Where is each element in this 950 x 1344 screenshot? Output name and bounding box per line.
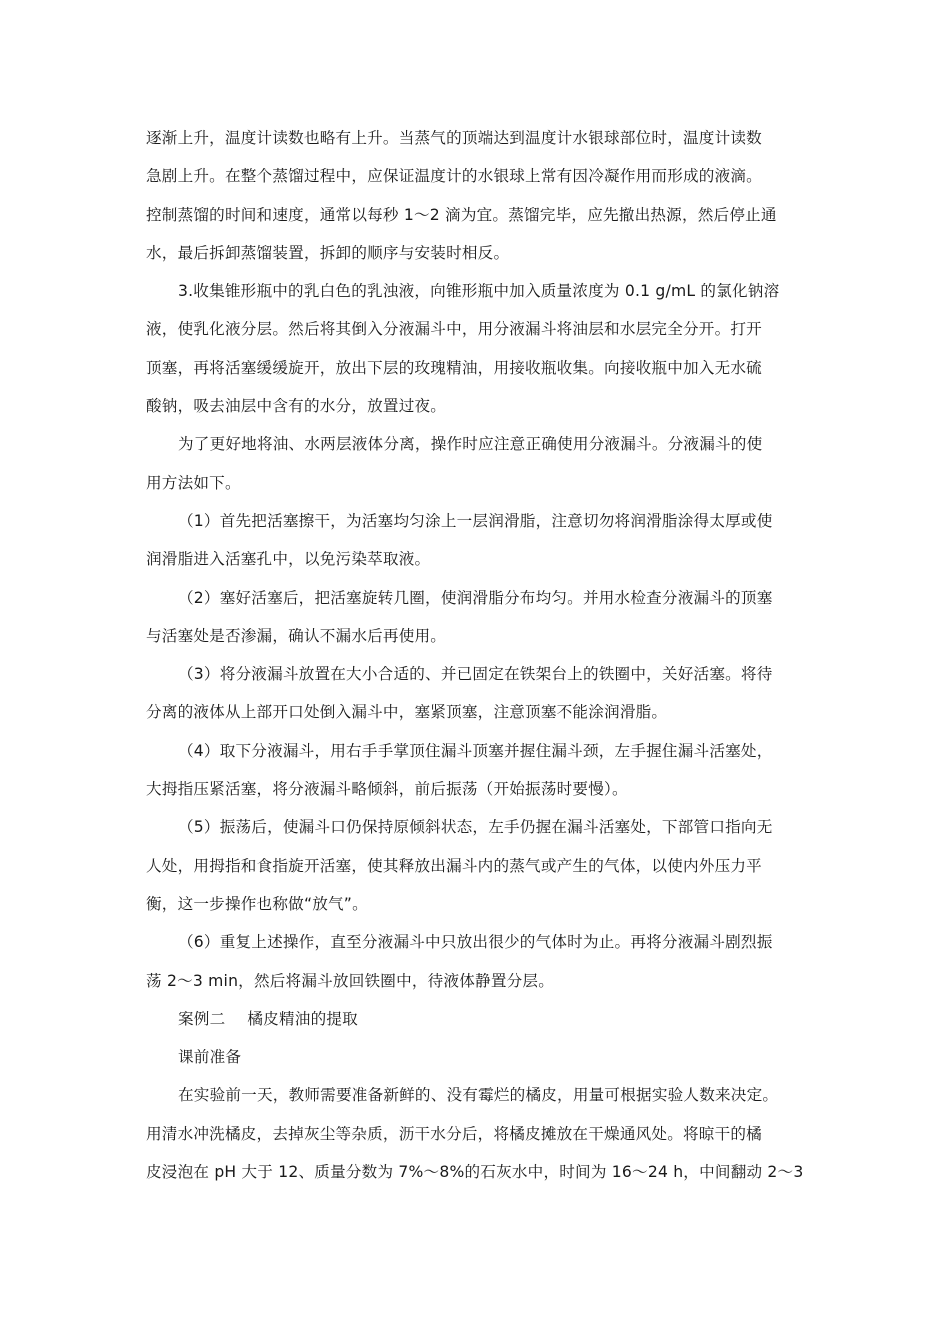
text-line: 用清水冲洗橘皮，去掉灰尘等杂质，沥干水分后，将橘皮摊放在干燥通风处。将晾干的橘	[146, 1124, 762, 1143]
text-line: 与活塞处是否渗漏，确认不漏水后再使用。	[146, 626, 447, 645]
document-body	[146, 119, 814, 1191]
case-heading-label: 案例二	[178, 1009, 226, 1028]
text-line: 衡，这一步操作也称做“放气”。	[146, 894, 368, 913]
text-line: （2）塞好活塞后，把活塞旋转几圈，使润滑脂分布均匀。并用水检查分液漏斗的顶塞	[178, 588, 773, 607]
text-line: 在实验前一天，教师需要准备新鲜的、没有霉烂的橘皮，用量可根据实验人数来决定。	[178, 1086, 779, 1105]
text-line: 用方法如下。	[146, 473, 241, 492]
text-line: 大拇指压紧活塞，将分液漏斗略倾斜，前后振荡（开始振荡时要慢）。	[146, 780, 628, 799]
text-line: 顶塞，再将活塞缓缓旋开，放出下层的玫瑰精油，用接收瓶收集。向接收瓶中加入无水硫	[146, 358, 762, 377]
section-heading: 课前准备	[178, 1048, 242, 1067]
text-line: 逐渐上升，温度计读数也略有上升。当蒸气的顶端达到温度计水银球部位时，温度计读数	[146, 129, 762, 147]
text-line: （4）取下分液漏斗，用右手手掌顶住漏斗顶塞并握住漏斗颈，左手握住漏斗活塞处，	[178, 741, 773, 760]
paragraph-block	[146, 119, 814, 1000]
text-line: （5）振荡后，使漏斗口仍保持原倾斜状态，左手仍握在漏斗活塞处，下部管口指向无	[178, 818, 773, 837]
text-line: 液，使乳化液分层。然后将其倒入分液漏斗中，用分液漏斗将油层和水层完全分开。打开	[146, 320, 762, 339]
text-line: 水，最后拆卸蒸馏装置，拆卸的顺序与安装时相反。	[146, 243, 510, 262]
text-line: 控制蒸馏的时间和速度，通常以每秒 1～2 滴为宜。蒸馏完毕，应先撤出热源，然后停止通	[146, 205, 777, 224]
text-line: 为了更好地将油、水两层液体分离，操作时应注意正确使用分液漏斗。分液漏斗的使	[178, 435, 763, 454]
case-heading-title: 橘皮精油的提取	[247, 1009, 358, 1028]
text-line: 人处，用拇指和食指旋开活塞，使其释放出漏斗内的蒸气或产生的气体，以使内外压力平	[146, 856, 762, 875]
text-line: 荡 2～3 min，然后将漏斗放回铁圈中，待液体静置分层。	[146, 971, 555, 990]
text-line: （3）将分液漏斗放置在大小合适的、并已固定在铁架台上的铁圈中，关好活塞。将待	[178, 665, 773, 684]
text-line: 酸钠，吸去油层中含有的水分，放置过夜。	[146, 397, 447, 416]
text-line: 3.收集锥形瓶中的乳白色的乳浊液，向锥形瓶中加入质量浓度为 0.1 g/mL 的氯化钠溶	[178, 282, 780, 301]
text-line: 皮浸泡在 pH 大于 12、质量分数为 7%～8%的石灰水中，时间为 16～24 h，中间翻动 2～3	[146, 1163, 804, 1182]
case-heading	[146, 1000, 814, 1038]
text-line: 急剧上升。在整个蒸馏过程中，应保证温度计的水银球上常有因冷凝作用而形成的液滴。	[146, 167, 762, 186]
text-line: （6）重复上述操作，直至分液漏斗中只放出很少的气体时为止。再将分液漏斗剧烈振	[178, 933, 773, 952]
text-line: 润滑脂进入活塞孔中，以免污染萃取液。	[146, 550, 431, 569]
text-line: 分离的液体从上部开口处倒入漏斗中，塞紧顶塞，注意顶塞不能涂润滑脂。	[146, 703, 668, 722]
text-line: （1）首先把活塞擦干，为活塞均匀涂上一层润滑脂，注意切勿将润滑脂涂得太厚或使	[178, 511, 773, 530]
paragraph-block-tail	[146, 1076, 814, 1191]
